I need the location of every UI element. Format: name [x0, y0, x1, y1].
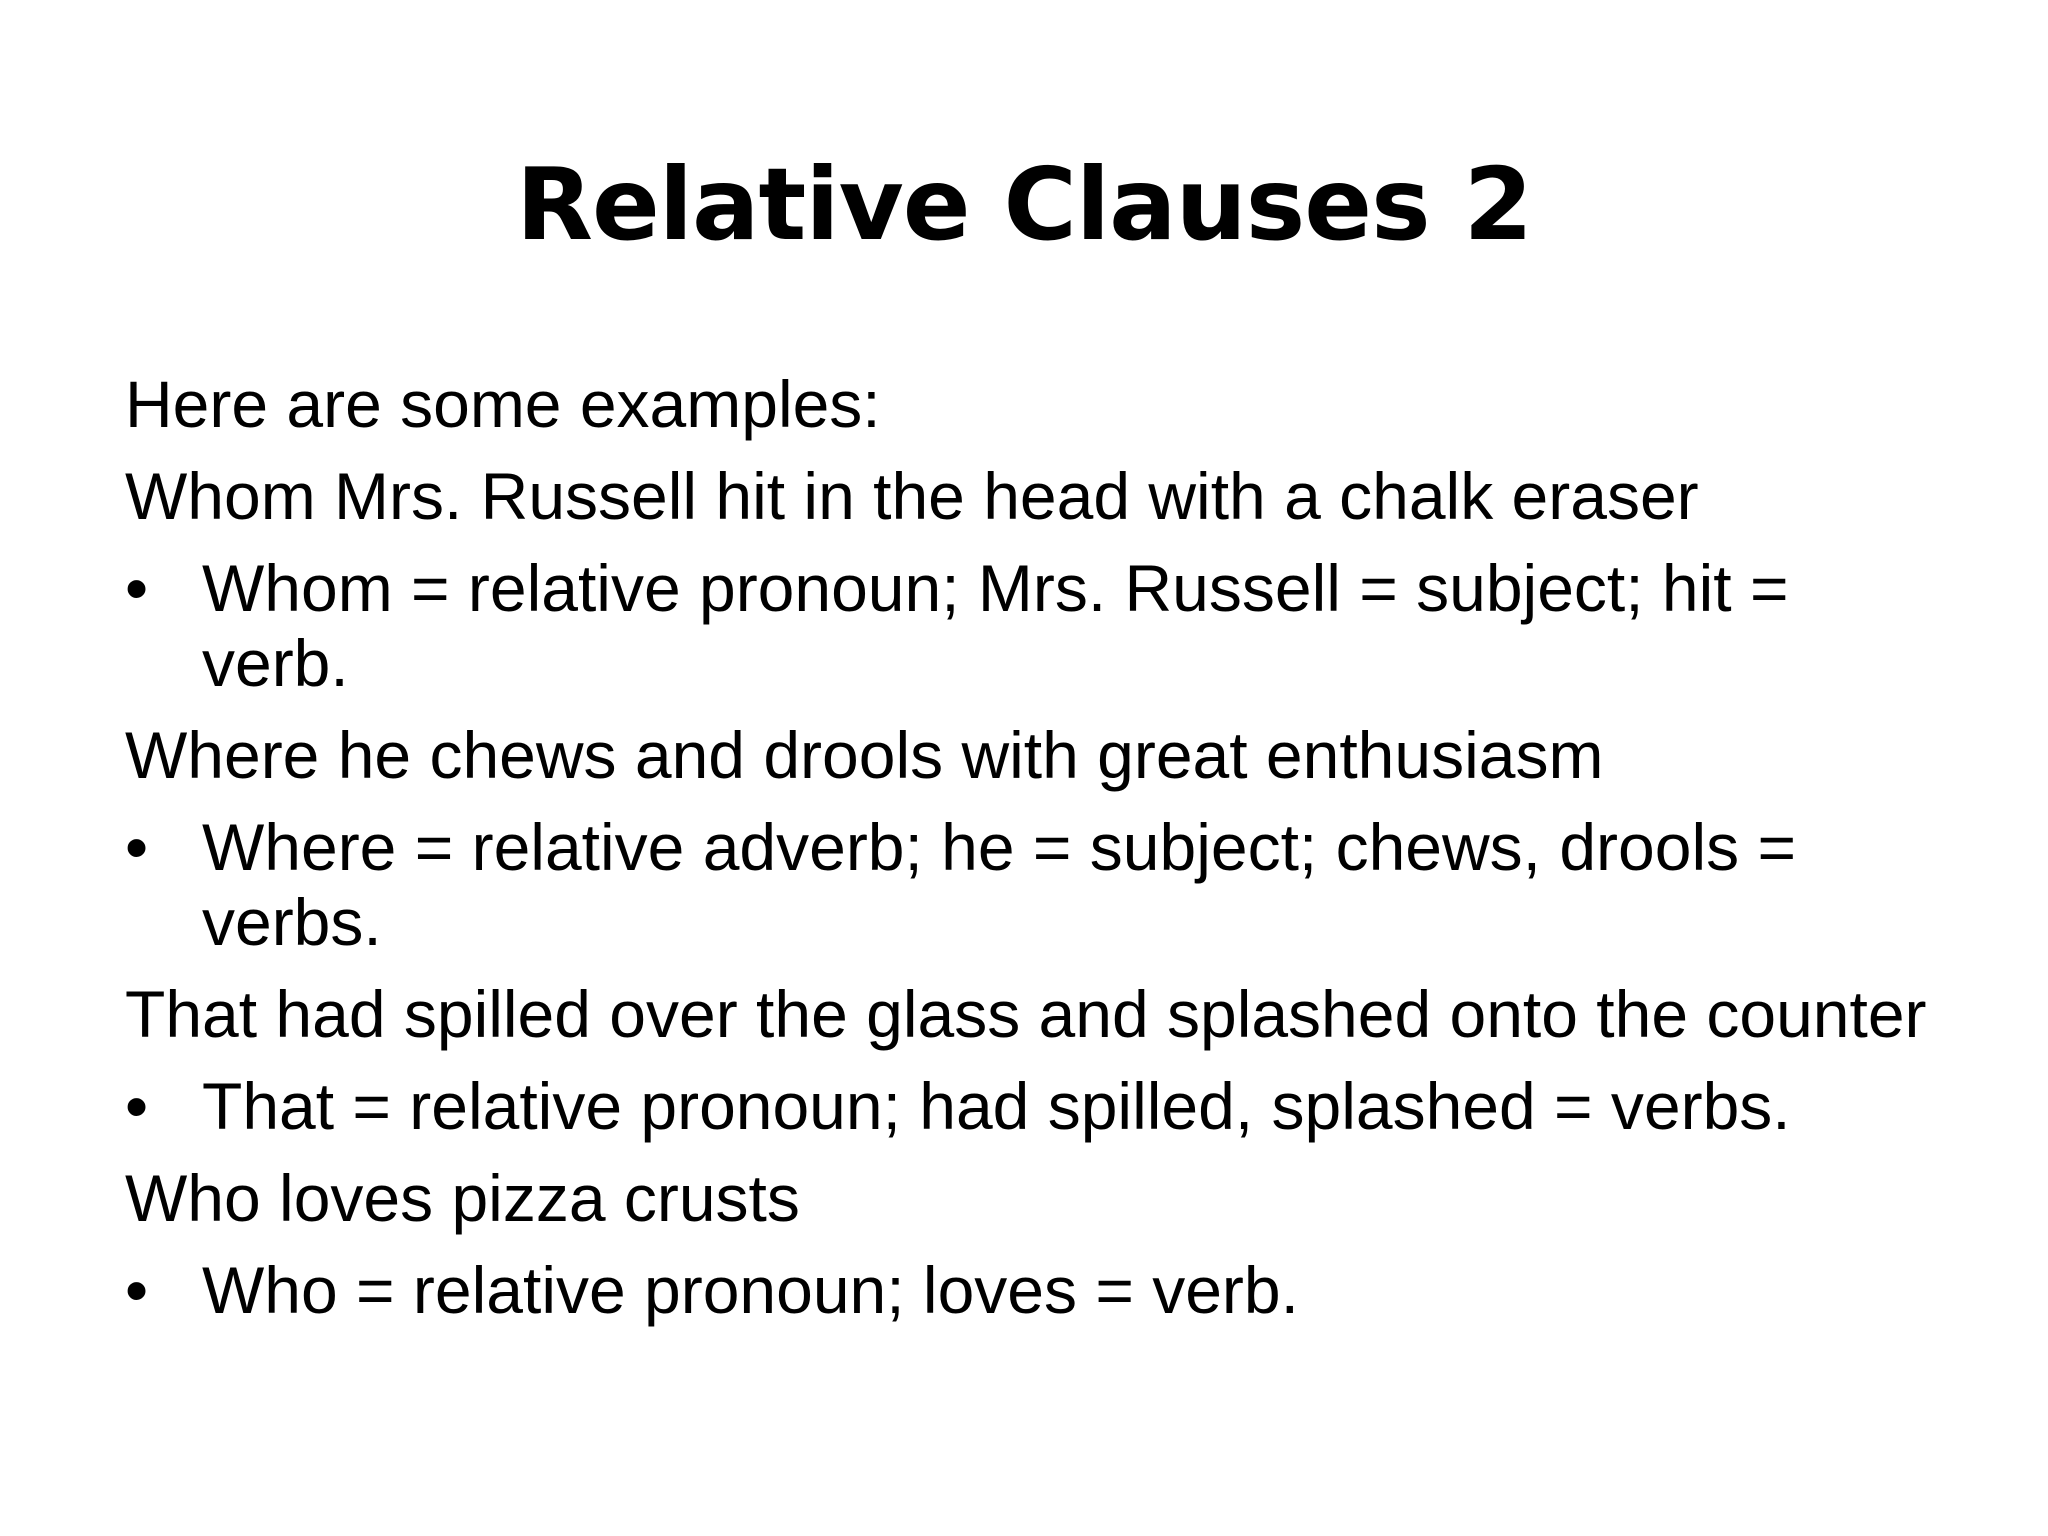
bullet-icon: •	[125, 1253, 149, 1327]
example-analysis	[125, 1069, 1935, 1144]
example-clause: Whom Mrs. Russell hit in the head with a chalk eraser	[125, 459, 1699, 533]
analysis-text: Where = relative adverb; he = subject; chews, drools = verbs.	[202, 810, 1796, 959]
slide-body	[125, 367, 1935, 1345]
bullet-icon: •	[125, 1069, 149, 1143]
analysis-text: Who = relative pronoun; loves = verb.	[202, 1253, 1299, 1327]
example-clause: That had spilled over the glass and splashed onto the counter	[125, 977, 1927, 1051]
bullet-icon: •	[125, 551, 149, 625]
example-analysis	[125, 1253, 1935, 1328]
intro-text: Here are some examples:	[125, 367, 881, 441]
slide-title: Relative Clauses 2	[515, 146, 1533, 263]
analysis-text: That = relative pronoun; had spilled, splashed = verbs.	[202, 1069, 1791, 1143]
example-clause: Where he chews and drools with great enthusiasm	[125, 718, 1604, 792]
analysis-text: Whom = relative pronoun; Mrs. Russell = subject; hit = verb.	[202, 551, 1789, 700]
bullet-icon: •	[125, 810, 149, 884]
example-analysis	[125, 810, 1935, 960]
example-clause: Who loves pizza crusts	[125, 1161, 800, 1235]
example-analysis	[125, 551, 1935, 701]
